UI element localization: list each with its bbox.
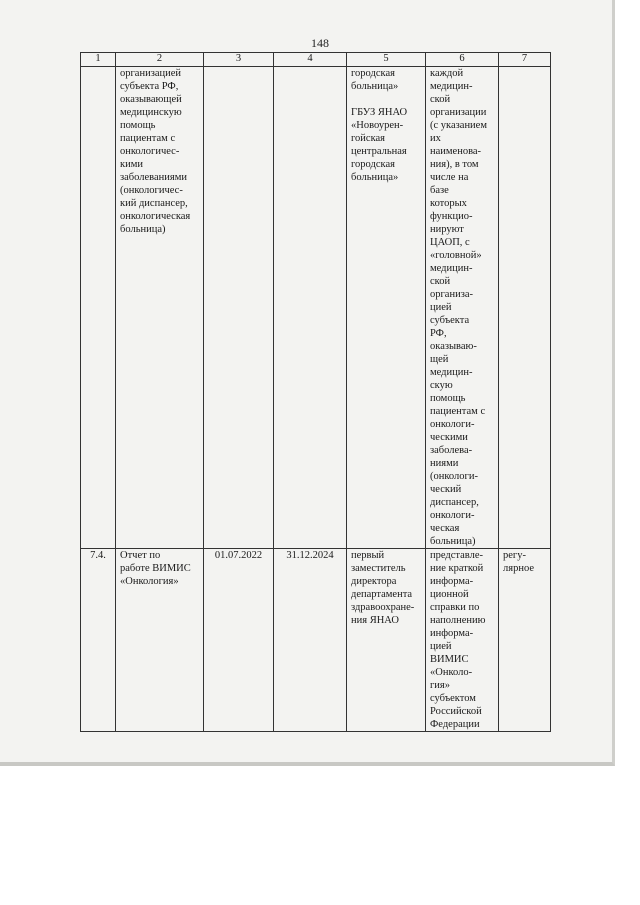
row-number-cell (81, 67, 116, 549)
event-name-cell: Отчет по работе ВИМИС «Онкология» (116, 549, 204, 732)
document-table (80, 52, 551, 732)
responsible-cell: городская больница» ГБУЗ ЯНАО «Новоурен- гойская центральная городская больница» (347, 67, 426, 549)
header-cell-2: 2 (116, 53, 204, 67)
table-row (81, 67, 551, 549)
header-cell-4: 4 (274, 53, 347, 67)
result-cell: представле- ние краткой информа- ционной справки по наполнению информа- цией ВИМИС «Онколо- гия» субъектом Российской Федерации (426, 549, 499, 732)
end-date-cell: 31.12.2024 (274, 549, 347, 732)
header-cell-5: 5 (347, 53, 426, 67)
start-date-cell (204, 67, 274, 549)
responsible-cell: первый заместитель директора департамента здравоохране- ния ЯНАО (347, 549, 426, 732)
start-date-cell: 01.07.2022 (204, 549, 274, 732)
frequency-cell: регу- лярное (499, 549, 551, 732)
header-cell-7: 7 (499, 53, 551, 67)
page-number: 148 (311, 36, 329, 50)
event-name-cell: организацией субъекта РФ, оказывающей медицинскую помощь пациентам с онкологичес- кими заболеваниями (онкологичес- кий диспансер, онкологическая больница) (116, 67, 204, 549)
header-cell-1: 1 (81, 53, 116, 67)
end-date-cell (274, 67, 347, 549)
header-cell-3: 3 (204, 53, 274, 67)
header-cell-6: 6 (426, 53, 499, 67)
table-row (81, 549, 551, 732)
frequency-cell (499, 67, 551, 549)
result-cell: каждой медицин- ской организации (с указанием их наименова- ния), в том числе на базе которых функцио- нируют ЦАОП, с «головной» медицин- ской организа- цией субъекта РФ, оказываю- щей медицин- скую помощь пациентам с онкологи- ческими заболева- ниями (онкологи- ческий диспансер, онкологи- ческая больница) (426, 67, 499, 549)
row-number-cell: 7.4. (81, 549, 116, 732)
table-header-row (81, 53, 551, 67)
